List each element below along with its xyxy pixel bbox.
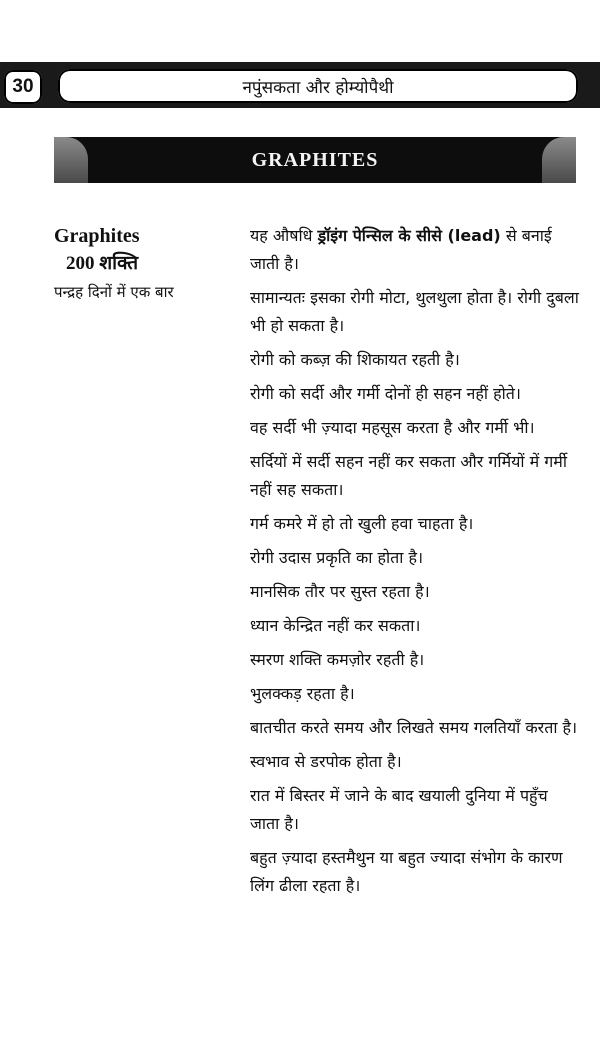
symptom-paragraph: ध्यान केन्द्रित नहीं कर सकता। bbox=[250, 616, 421, 635]
symptom-paragraph: रोगी उदास प्रकृति का होता है। bbox=[250, 548, 424, 567]
symptom-paragraph: स्वभाव से डरपोक होता है। bbox=[250, 752, 402, 771]
intro-text-after: से बनाई जाती है। bbox=[250, 226, 552, 273]
symptom-paragraph: रोगी को कब्ज़ की शिकायत रहती है। bbox=[250, 350, 460, 369]
title-bar-right-tab bbox=[542, 137, 576, 183]
page-number: 30 bbox=[4, 70, 42, 104]
symptom-paragraph: भुलक्कड़ रहता है। bbox=[250, 684, 355, 703]
symptom-paragraph: सर्दियों में सर्दी सहन नहीं कर सकता और गर्मियों में गर्मी नहीं सह सकता। bbox=[250, 452, 568, 499]
remedy-description bbox=[250, 222, 580, 906]
symptom-paragraph: स्मरण शक्ति कमज़ोर रहती है। bbox=[250, 650, 425, 669]
running-title: नपुंसकता और होम्योपैथी bbox=[58, 69, 578, 103]
symptom-paragraph: रात में बिस्तर में जाने के बाद खयाली दुनिया में पहुँच जाता है। bbox=[250, 786, 548, 833]
intro-paragraph bbox=[250, 222, 580, 278]
symptom-paragraph: मानसिक तौर पर सुस्त रहता है। bbox=[250, 582, 430, 601]
symptom-paragraph: सामान्यतः इसका रोगी मोटा, थुलथुला होता है। रोगी दुबला भी हो सकता है। bbox=[250, 288, 579, 335]
symptom-paragraph: बहुत ज़्यादा हस्तमैथुन या बहुत ज्यादा संभोग के कारण लिंग ढीला रहता है। bbox=[250, 848, 563, 895]
symptom-paragraph: बातचीत करते समय और लिखते समय गलतियाँ करता है। bbox=[250, 718, 578, 737]
symptom-paragraph: गर्म कमरे में हो तो खुली हवा चाहता है। bbox=[250, 514, 474, 533]
intro-text-before: यह औषधि bbox=[250, 226, 318, 245]
remedy-sidebar bbox=[54, 222, 244, 306]
symptom-paragraph: रोगी को सर्दी और गर्मी दोनों ही सहन नहीं होते। bbox=[250, 384, 521, 403]
title-bar-left-tab bbox=[54, 137, 88, 183]
section-title-bar bbox=[54, 137, 576, 183]
symptom-paragraph: वह सर्दी भी ज़्यादा महसूस करता है और गर्मी भी। bbox=[250, 418, 535, 437]
remedy-dosage: पन्द्रह दिनों में एक बार bbox=[54, 283, 174, 301]
intro-text-bold: ड्रॉइंग पेन्सिल के सीसे (lead) bbox=[317, 226, 501, 245]
remedy-name: Graphites bbox=[54, 225, 140, 247]
section-title: GRAPHITES bbox=[251, 148, 379, 171]
remedy-potency: 200 शक्ति bbox=[66, 253, 139, 274]
